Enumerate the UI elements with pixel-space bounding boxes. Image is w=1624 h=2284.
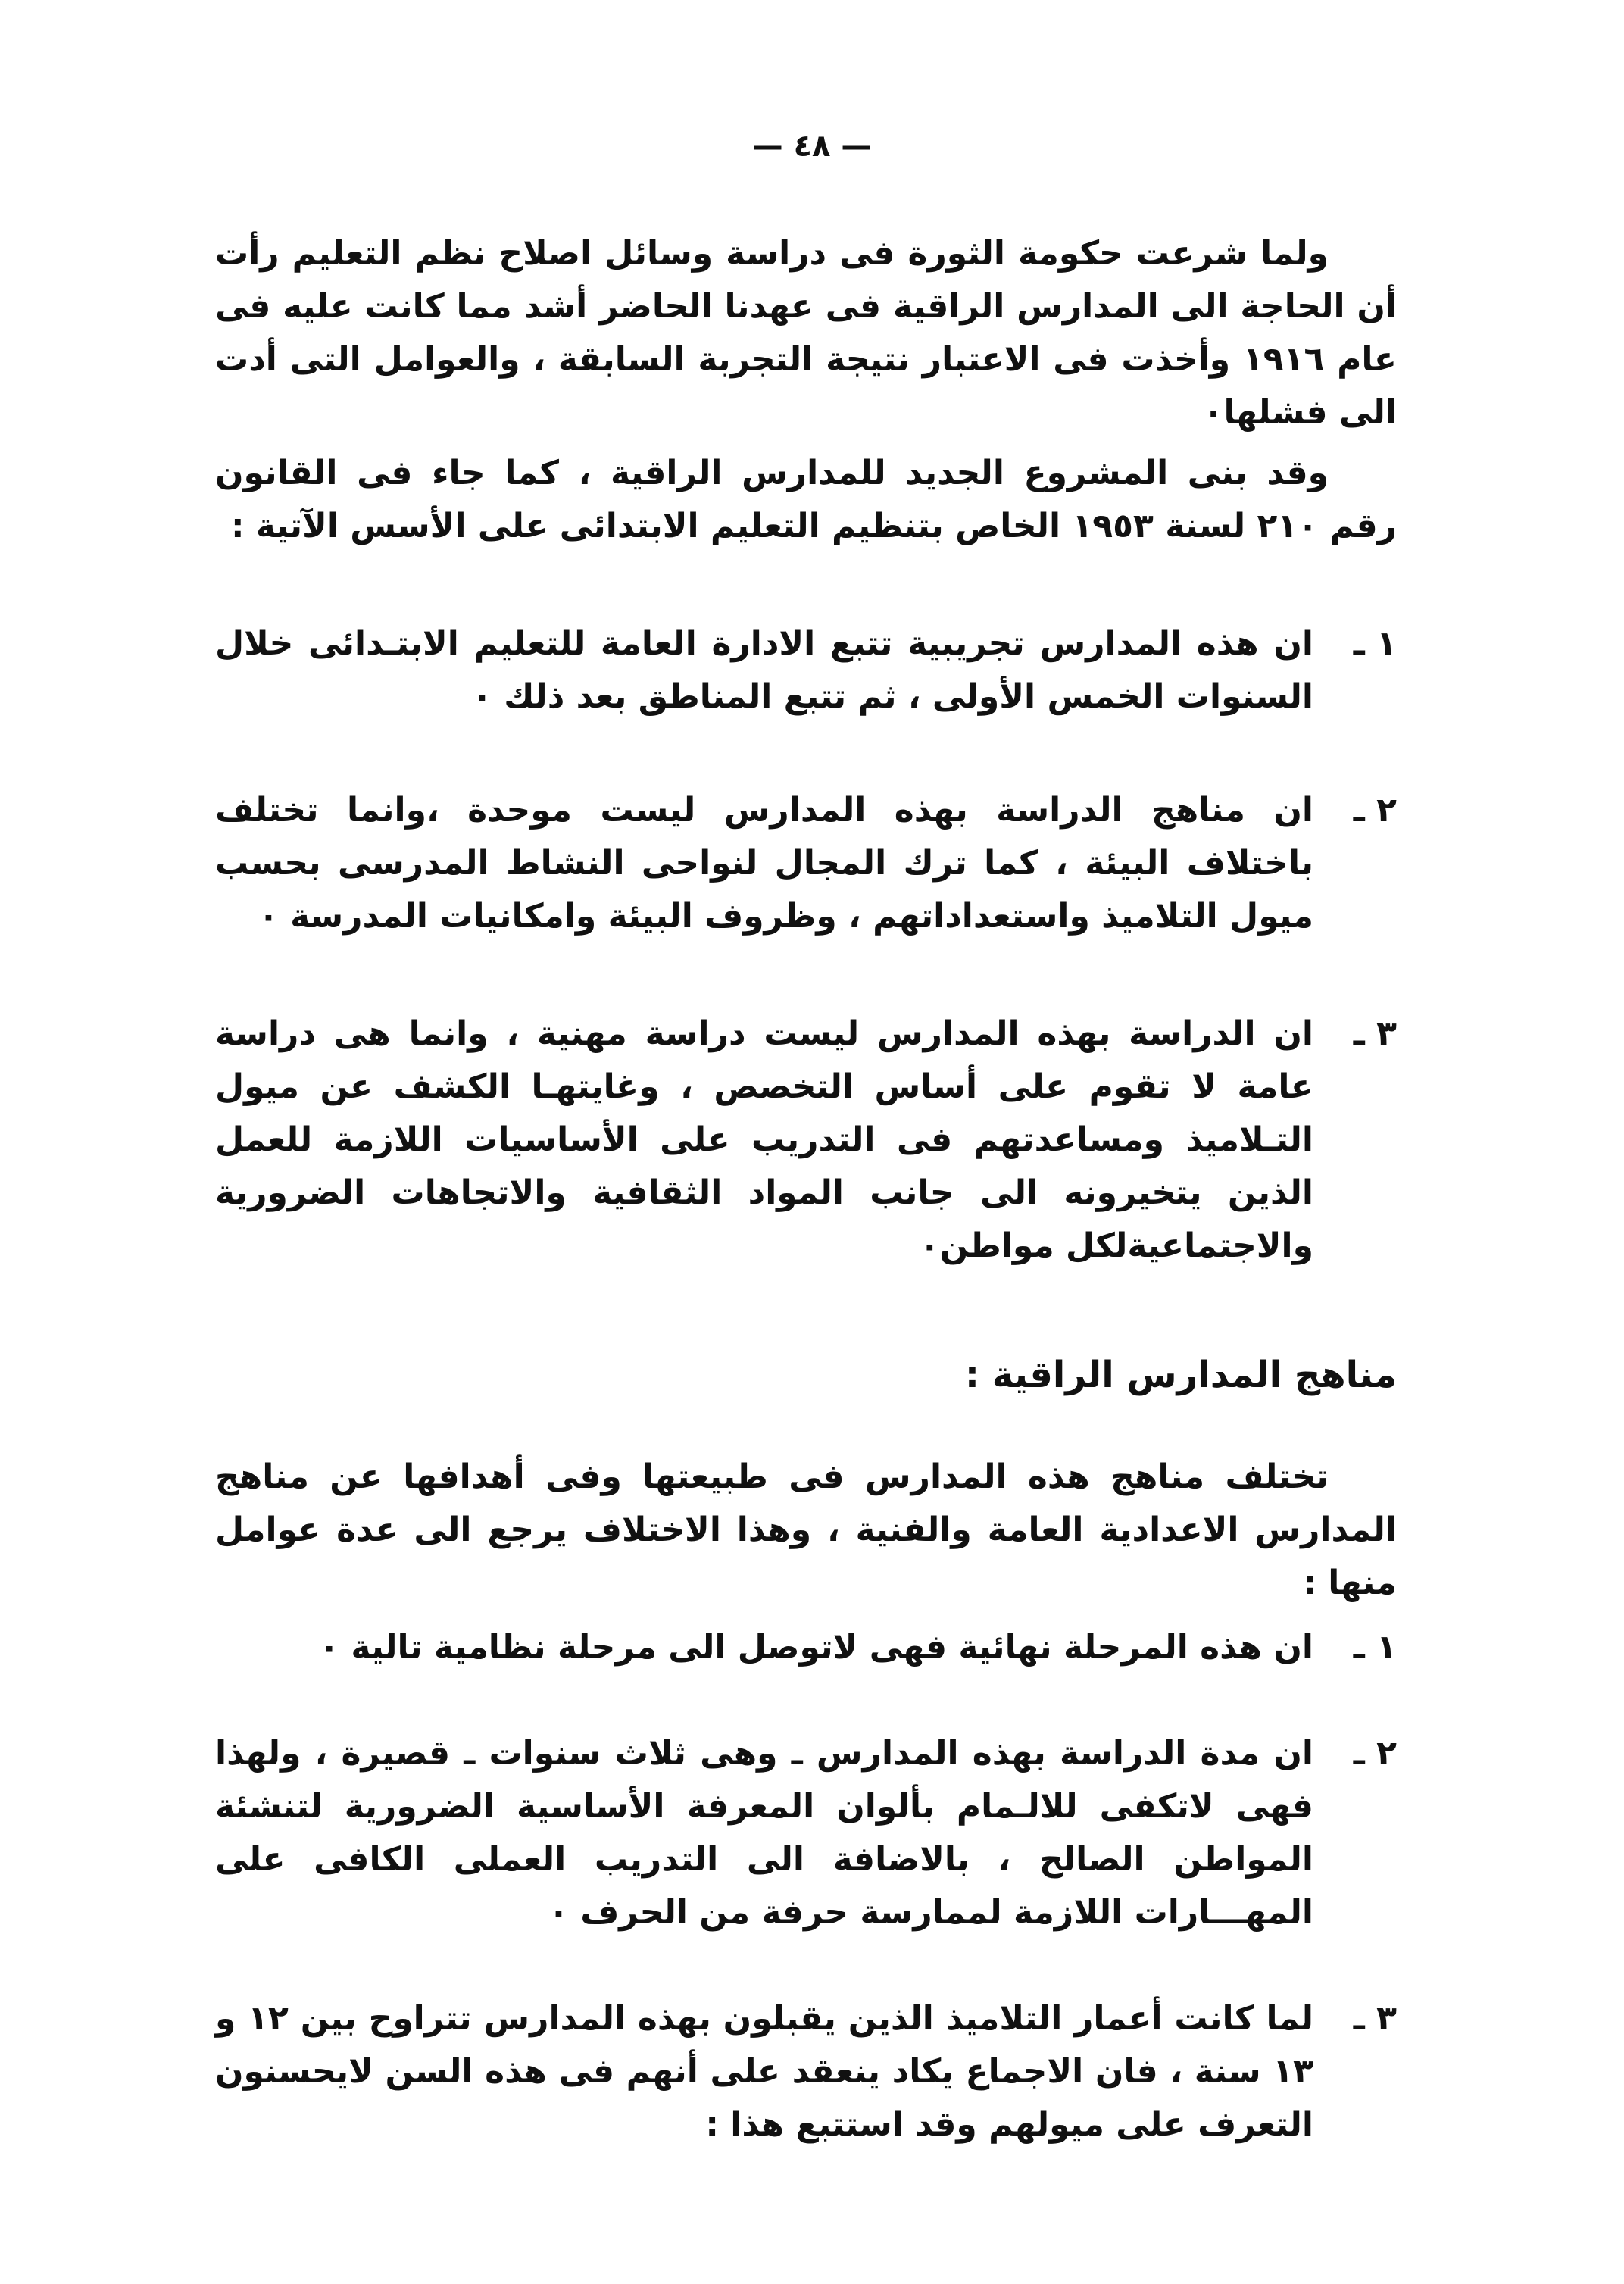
factor-item-2 (215, 1727, 1397, 1939)
item-number: ١ ـ (1353, 1628, 1397, 1667)
foundation-item-2 (215, 784, 1397, 943)
item-text: ان هذه المدارس تجريبية تتبع الادارة العامة للتعليم الابتـدائى خلال السنوات الخمس الأولى ، ثم تتبع المناطق بعد ذلك ٠ (215, 624, 1313, 716)
item-text: ان مدة الدراسة بهذه المدارس ـ وهى ثلاث سنوات ـ قصيرة ، ولهذا فهى لاتكفى للالـمام بألوان المعرفة الأساسية الضرورية لتنشئة المواطن الصالح ، بالاضافة الى التدريب العملى الكافى على المهـــارات اللازمة لممارسة حرفة من الحرف ٠ (215, 1734, 1313, 1932)
factor-item-1 (215, 1621, 1397, 1674)
section-heading: مناهج المدارس الراقية : (964, 1354, 1397, 1396)
foundation-item-3 (215, 1008, 1397, 1273)
intro-paragraph-1: ولما شرعت حكومة الثورة فى دراسة وسائل اصلاح نظم التعليم رأت أن الحاجة الى المدارس الراقية فى عهدنا الحاضر أشد مما كانت عليه فى عام ١٩١٦ وأخذت فى الاعتبار نتيجة التجربة السابقة ، والعوامل التى أدت الى فشلها٠ (215, 234, 1397, 432)
intro-paragraph-2: وقد بنى المشروع الجديد للمدارس الراقية ، كما جاء فى القانون رقم ٢١٠ لسنة ١٩٥٣ الخاص بتنظيم التعليم الابتدائى على الأسس الآتية : (215, 454, 1397, 545)
item-number: ٢ ـ (1353, 1734, 1397, 1773)
foundation-item-1 (215, 617, 1397, 723)
item-number: ٣ ـ (1353, 1014, 1397, 1053)
item-text: ان هذه المرحلة نهائية فهى لاتوصل الى مرحلة نظامية تالية ٠ (319, 1628, 1313, 1667)
item-number: ٢ ـ (1353, 791, 1397, 830)
item-number: ١ ـ (1353, 624, 1397, 663)
item-number: ٣ ـ (1353, 1999, 1397, 2038)
item-text: لما كانت أعمار التلاميذ الذين يقبلون بهذه المدارس تتراوح بين ١٢ و ١٣ سنة ، فان الاجماع يكاد ينعقد على أنهم فى هذه السن لايحسنون التعرف على ميولهم وقد استتبع هذا : (215, 1999, 1313, 2144)
section-intro-paragraph: تختلف مناهج هذه المدارس فى طبيعتها وفى أهدافها عن مناهج المدارس الاعدادية العامة والفنية ، وهذا الاختلاف يرجع الى عدة عوامل منها : (215, 1458, 1397, 1602)
item-text: ان مناهج الدراسة بهذه المدارس ليست موحدة ،وانما تختلف باختلاف البيئة ، كما ترك المجال لنواحى النشاط المدرسى بحسب ميول التلاميذ واستعداداتهم ، وظروف البيئة وامكانيات المدرسة ٠ (215, 791, 1313, 936)
item-text: ان الدراسة بهذه المدارس ليست دراسة مهنية ، وانما هى دراسة عامة لا تقوم على أساس التخصص ، وغايتهـا الكشف عن ميول التـلاميذ ومساعدتهم فى التدريب على الأساسيات اللازمة للعمل الذين يتخيرونه الى جانب المواد الثقافية والاتجاهات الضرورية والاجتماعيةلكل مواطن٠ (215, 1014, 1313, 1265)
page-number: — ٤٨ — (752, 129, 872, 164)
factor-item-3 (215, 1992, 1397, 2151)
